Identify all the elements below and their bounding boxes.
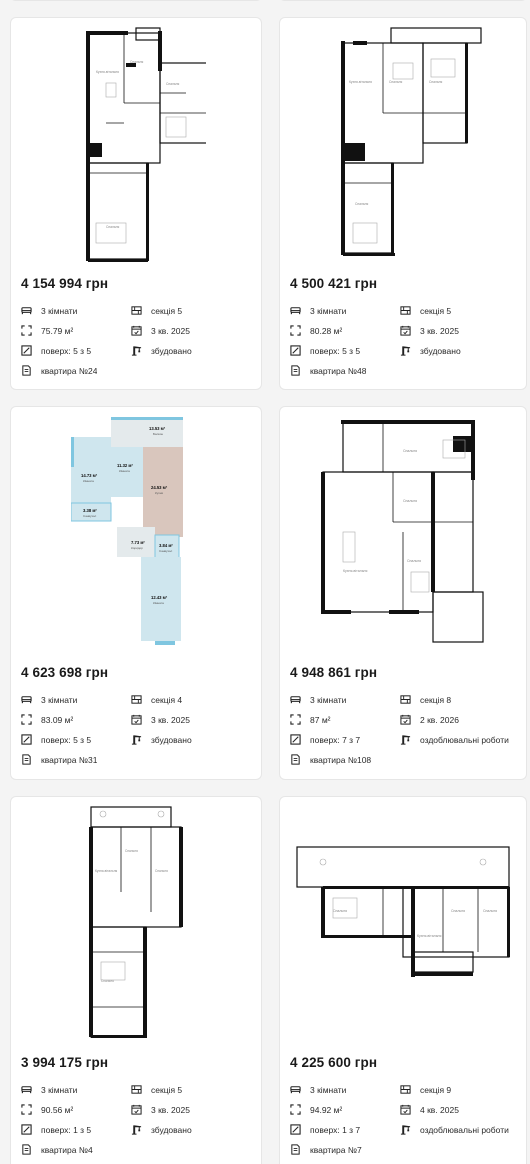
floor-plan-image — [66, 23, 206, 263]
section-value: секція 9 — [420, 1084, 452, 1095]
bed-icon — [290, 1084, 301, 1095]
area — [21, 1104, 73, 1115]
crane-icon — [131, 345, 142, 356]
rooms — [290, 305, 346, 316]
floor-value: поверх: 5 з 5 — [310, 345, 361, 356]
bed-icon — [290, 305, 301, 316]
section — [400, 305, 451, 316]
floor-plan-image — [323, 23, 483, 263]
svg-text:3.38 м²: 3.38 м² — [83, 508, 97, 513]
door-icon — [290, 365, 301, 376]
floor-plan[interactable] — [280, 18, 526, 268]
calendar-icon — [131, 1104, 142, 1115]
rooms-value: 3 кімнати — [41, 305, 78, 316]
floor — [290, 345, 360, 356]
floor — [21, 734, 91, 745]
svg-text:Спальня: Спальня — [130, 60, 144, 64]
section-value: секція 8 — [420, 694, 452, 705]
area-icon — [21, 1104, 32, 1115]
svg-text:12.43 м²: 12.43 м² — [151, 595, 168, 600]
completion-value: 3 кв. 2025 — [151, 325, 190, 336]
listing-card[interactable] — [10, 17, 262, 390]
area — [21, 714, 73, 725]
door-icon — [21, 754, 32, 765]
svg-text:Спальня: Спальня — [166, 82, 180, 86]
floor-value: поверх: 5 з 5 — [41, 345, 92, 356]
calendar-icon — [131, 325, 142, 336]
completion-value: 2 кв. 2026 — [420, 714, 459, 725]
floor — [290, 1124, 360, 1135]
svg-text:Кухня: Кухня — [155, 491, 164, 495]
bed-icon — [290, 694, 301, 705]
svg-text:Спальня: Спальня — [333, 909, 348, 913]
area-icon — [290, 1104, 301, 1115]
listing-card[interactable] — [279, 17, 527, 390]
floor-icon — [21, 734, 32, 745]
rooms — [290, 694, 346, 705]
apartment-value: квартира №48 — [310, 365, 367, 376]
apartment-number — [21, 1144, 93, 1155]
svg-text:Спальня: Спальня — [403, 449, 418, 453]
completion-date — [400, 714, 459, 725]
floor — [290, 734, 360, 745]
rooms — [21, 305, 77, 316]
apartment-number — [21, 365, 97, 376]
status-value: оздоблювальні роботи — [420, 1124, 509, 1135]
area — [290, 1104, 342, 1115]
completion-date — [400, 1104, 459, 1115]
area-icon — [290, 325, 301, 336]
floor-value: поверх: 5 з 5 — [41, 734, 92, 745]
svg-text:Коридор: Коридор — [131, 546, 143, 550]
area — [290, 325, 342, 336]
area-icon — [21, 325, 32, 336]
apartment-value: квартира №7 — [310, 1144, 362, 1155]
floor-plan[interactable] — [11, 797, 261, 1047]
completion-value: 3 кв. 2025 — [420, 325, 459, 336]
area-icon — [21, 714, 32, 725]
door-icon — [21, 1144, 32, 1155]
svg-text:Спальня: Спальня — [403, 499, 418, 503]
floor-value: поверх: 1 з 5 — [41, 1124, 92, 1135]
section-icon — [400, 694, 411, 705]
area — [290, 714, 331, 725]
construction-status — [131, 345, 192, 356]
rooms — [21, 1084, 77, 1095]
listing-card[interactable] — [279, 796, 527, 1164]
listing-card[interactable] — [10, 796, 262, 1164]
construction-status — [400, 345, 461, 356]
plan-label: 13.53 м² — [149, 426, 166, 431]
price: 4 225 600 грн — [290, 1055, 378, 1070]
svg-text:Спальня: Спальня — [451, 909, 466, 913]
price: 4 948 861 грн — [290, 665, 378, 680]
floor-icon — [21, 345, 32, 356]
floor-plan[interactable] — [11, 18, 261, 268]
floor-plan-image — [81, 802, 191, 1042]
completion-date — [131, 325, 190, 336]
area-value: 87 м² — [310, 714, 331, 725]
completion-value: 3 кв. 2025 — [151, 714, 190, 725]
apartment-value: квартира №24 — [41, 365, 98, 376]
construction-status — [131, 734, 192, 745]
price: 4 154 994 грн — [21, 276, 109, 291]
svg-text:Санвузол: Санвузол — [159, 549, 173, 553]
completion-date — [400, 325, 459, 336]
floor-plan-image — [71, 417, 201, 647]
area — [21, 325, 73, 336]
floor-icon — [290, 734, 301, 745]
svg-text:11.32 м²: 11.32 м² — [117, 463, 133, 468]
section-icon — [400, 305, 411, 316]
status-value: збудовано — [151, 345, 192, 356]
section — [131, 305, 182, 316]
rooms — [290, 1084, 346, 1095]
section-value: секція 4 — [151, 694, 183, 705]
floor-value: поверх: 1 з 7 — [310, 1124, 361, 1135]
bed-icon — [21, 694, 32, 705]
svg-text:7.73 м²: 7.73 м² — [131, 540, 145, 545]
section — [131, 1084, 182, 1095]
apartment-value: квартира №108 — [310, 754, 372, 765]
area-value: 83.09 м² — [41, 714, 74, 725]
svg-text:Кімната: Кімната — [83, 479, 94, 483]
calendar-icon — [400, 325, 411, 336]
price: 3 994 175 грн — [21, 1055, 109, 1070]
floor-value: поверх: 7 з 7 — [310, 734, 361, 745]
status-value: збудовано — [151, 734, 192, 745]
section — [400, 1084, 451, 1095]
section-icon — [131, 305, 142, 316]
section-value: секція 5 — [151, 305, 183, 316]
price: 4 500 421 грн — [290, 276, 378, 291]
svg-text:Кухня-вітальня: Кухня-вітальня — [349, 80, 372, 84]
floor-plan[interactable] — [280, 407, 526, 657]
rooms-value: 3 кімнати — [41, 1084, 78, 1095]
section-icon — [131, 694, 142, 705]
completion-value: 3 кв. 2025 — [151, 1104, 190, 1115]
svg-text:Спальня: Спальня — [125, 849, 138, 853]
rooms — [21, 694, 77, 705]
status-value: збудовано — [151, 1124, 192, 1135]
floor-icon — [290, 345, 301, 356]
svg-text:14.73 м²: 14.73 м² — [81, 473, 98, 478]
section-value: секція 5 — [420, 305, 452, 316]
svg-text:Спальня: Спальня — [155, 869, 168, 873]
price: 4 623 698 грн — [21, 665, 109, 680]
svg-text:Спальня: Спальня — [355, 202, 369, 206]
svg-text:Кімната: Кімната — [153, 601, 164, 605]
svg-text:Санвузол: Санвузол — [83, 514, 97, 518]
floor-plan[interactable] — [11, 407, 261, 657]
crane-icon — [400, 345, 411, 356]
floor-plan[interactable] — [280, 797, 526, 1047]
calendar-icon — [400, 1104, 411, 1115]
svg-text:Спальня: Спальня — [429, 80, 443, 84]
completion-date — [131, 714, 190, 725]
floor-plan-image — [303, 412, 503, 652]
apartment-number — [21, 754, 97, 765]
rooms-value: 3 кімнати — [310, 694, 347, 705]
door-icon — [290, 1144, 301, 1155]
crane-icon — [400, 734, 411, 745]
svg-text:Спальня: Спальня — [106, 225, 120, 229]
apartment-number — [290, 754, 371, 765]
listing-card[interactable] — [279, 406, 527, 780]
svg-text:Спальня: Спальня — [483, 909, 498, 913]
svg-text:Кухня-вітальня: Кухня-вітальня — [343, 569, 368, 573]
bed-icon — [21, 305, 32, 316]
construction-status — [400, 1124, 509, 1135]
svg-text:Спальня: Спальня — [407, 559, 422, 563]
floor-icon — [290, 1124, 301, 1135]
door-icon — [21, 365, 32, 376]
apartment-number — [290, 365, 366, 376]
calendar-icon — [131, 714, 142, 725]
svg-text:Кімната: Кімната — [119, 469, 130, 473]
floor-icon — [21, 1124, 32, 1135]
listing-card[interactable] — [10, 406, 262, 780]
previous-card-left — [10, 0, 262, 1]
rooms-value: 3 кімнати — [310, 305, 347, 316]
area-value: 75.79 м² — [41, 325, 74, 336]
floor — [21, 345, 91, 356]
section — [400, 694, 451, 705]
floor — [21, 1124, 91, 1135]
svg-text:Кухня-вітальня: Кухня-вітальня — [417, 934, 442, 938]
completion-date — [131, 1104, 190, 1115]
svg-text:Кухня-вітальня: Кухня-вітальня — [96, 70, 119, 74]
area-value: 94.92 м² — [310, 1104, 343, 1115]
completion-value: 4 кв. 2025 — [420, 1104, 459, 1115]
crane-icon — [131, 734, 142, 745]
floor-plan-image — [293, 802, 513, 1042]
svg-text:Спальня: Спальня — [389, 80, 403, 84]
svg-text:Спальня: Спальня — [101, 979, 114, 983]
construction-status — [400, 734, 509, 745]
area-value: 80.28 м² — [310, 325, 343, 336]
door-icon — [290, 754, 301, 765]
previous-card-right — [279, 0, 527, 1]
status-value: оздоблювальні роботи — [420, 734, 509, 745]
bed-icon — [21, 1084, 32, 1095]
construction-status — [131, 1124, 192, 1135]
apartment-number — [290, 1144, 362, 1155]
apartment-value: квартира №4 — [41, 1144, 93, 1155]
rooms-value: 3 кімнати — [310, 1084, 347, 1095]
area-icon — [290, 714, 301, 725]
calendar-icon — [400, 714, 411, 725]
section-value: секція 5 — [151, 1084, 183, 1095]
svg-text:Кухня-вітальня: Кухня-вітальня — [95, 869, 118, 873]
svg-text:24.53 м²: 24.53 м² — [151, 485, 168, 490]
svg-text:3.84 м²: 3.84 м² — [159, 543, 173, 548]
section-icon — [400, 1084, 411, 1095]
section — [131, 694, 182, 705]
crane-icon — [400, 1124, 411, 1135]
crane-icon — [131, 1124, 142, 1135]
section-icon — [131, 1084, 142, 1095]
status-value: збудовано — [420, 345, 461, 356]
apartment-value: квартира №31 — [41, 754, 98, 765]
area-value: 90.56 м² — [41, 1104, 74, 1115]
rooms-value: 3 кімнати — [41, 694, 78, 705]
svg-text:Балкон: Балкон — [153, 432, 164, 436]
